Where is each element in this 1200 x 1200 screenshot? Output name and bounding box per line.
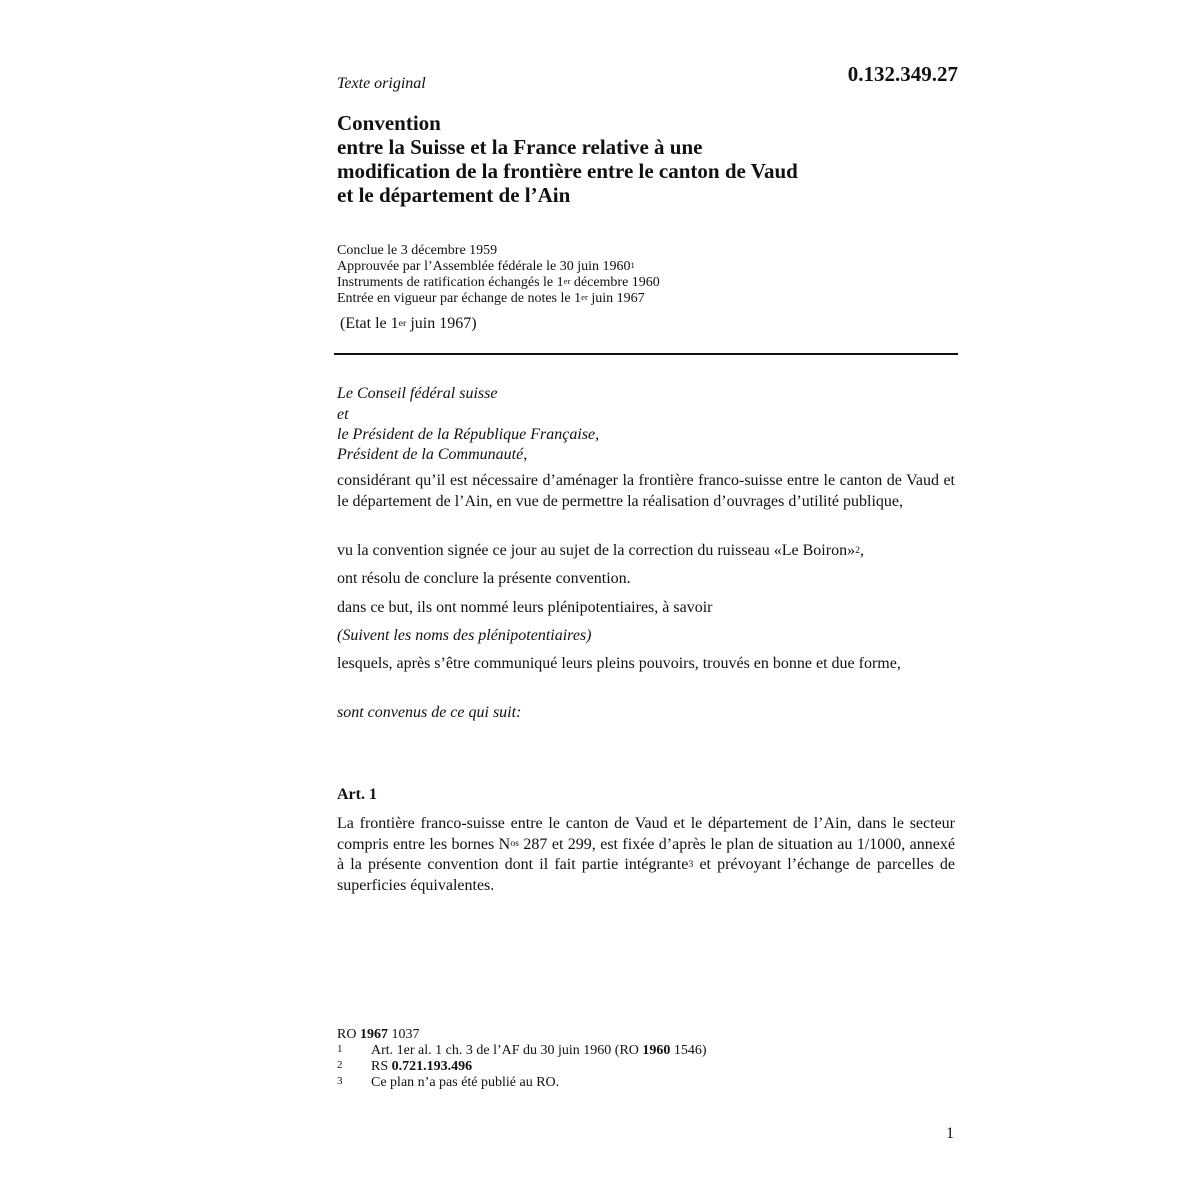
footnote-1: 1 Art. 1er al. 1 ch. 3 de l’AF du 30 juin 1960 (RO 1960 1546) bbox=[337, 1043, 707, 1058]
title-line-3: modification de la frontière entre le canton de Vaud bbox=[337, 159, 798, 183]
footnotes bbox=[337, 1027, 957, 1091]
sont-convenus-paragraph: sont convenus de ce qui suit: bbox=[337, 704, 522, 721]
approval-line: Approuvée par l’Assemblée fédérale le 30 juin 1960$^1$ bbox=[337, 259, 635, 274]
considerant-paragraph: considérant qu’il est nécessaire d’aménager la frontière franco-suisse entre le canton de Vaud et le département de l’Ain, en vue de permettre la réalisation d’ouvrages d’utilité publique, bbox=[337, 472, 955, 510]
document-metadata bbox=[337, 243, 660, 307]
rs-number: 0.132.349.27 bbox=[847, 62, 958, 86]
title-line-1: Convention bbox=[337, 111, 441, 135]
footnote-ref-1: 1 bbox=[630, 259, 635, 270]
document-page bbox=[337, 0, 958, 1200]
footnote-ref-2: 2 bbox=[855, 544, 861, 556]
document-title bbox=[337, 111, 958, 207]
resolu-paragraph: ont résolu de conclure la présente convention. bbox=[337, 570, 631, 587]
party-france: le Président de la République Française, bbox=[337, 426, 600, 443]
page-number: 1 bbox=[946, 1125, 954, 1142]
entry-into-force-line: Entrée en vigueur par échange de notes le 1er juin 1967 bbox=[337, 291, 645, 306]
status-date: (Etat le 1er juin 1967) bbox=[340, 315, 477, 332]
dans-ce-but-paragraph: dans ce but, ils ont nommé leurs plénipotentiaires, à savoir bbox=[337, 599, 713, 616]
party-and: et bbox=[337, 406, 349, 423]
article-1-heading: Art. 1 bbox=[337, 786, 377, 803]
lesquels-paragraph: lesquels, après s’être communiqué leurs pleins pouvoirs, trouvés en bonne et due forme, bbox=[337, 655, 901, 672]
header-divider bbox=[334, 353, 958, 355]
suivent-paragraph: (Suivent les noms des plénipotentiaires) bbox=[337, 627, 592, 644]
footnote-3: 3 Ce plan n’a pas été publié au RO. bbox=[337, 1075, 560, 1090]
article-1-text: La frontière franco-suisse entre le canton de Vaud et le département de l’Ain, dans le secteur compris entre les bornes $N^{os}$ 287 et 299, est fixée d’après le plan de situation au 1/1000, annexé à la présente convention dont il fait partie intégrante$^3$ et prévoyant l’échange de parcelles de superficies équivalentes. bbox=[337, 815, 955, 894]
vu-paragraph: vu la convention signée ce jour au sujet de la correction du ruisseau «Le Boiron»$^2$, bbox=[337, 542, 865, 559]
title-line-2: entre la Suisse et la France relative à une bbox=[337, 135, 703, 159]
party-swiss: Le Conseil fédéral suisse bbox=[337, 385, 498, 402]
party-communaute: Président de la Communauté, bbox=[337, 446, 528, 463]
texte-original-label: Texte original bbox=[337, 75, 426, 92]
conclusion-date: Conclue le 3 décembre 1959 bbox=[337, 243, 498, 258]
title-line-4: et le département de l’Ain bbox=[337, 183, 571, 207]
footnote-2: 2 RS 0.721.193.496 bbox=[337, 1059, 473, 1074]
ro-reference: RO 1967 1037 bbox=[337, 1027, 420, 1042]
footnote-ref-3: 3 bbox=[688, 858, 694, 870]
ratification-line: Instruments de ratification échangés le 1er décembre 1960 bbox=[337, 275, 660, 290]
